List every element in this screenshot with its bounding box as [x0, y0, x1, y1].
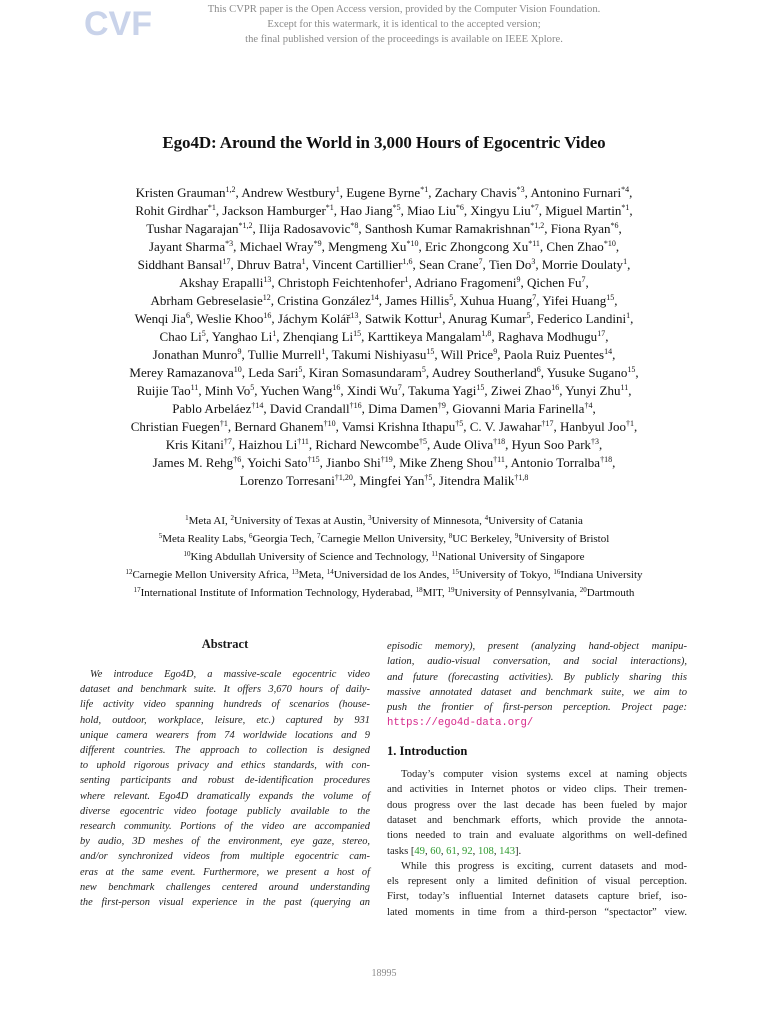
affiliation-number: 11 — [431, 550, 439, 558]
author-line: Akshay Erapalli$^{13}$, Christoph Feichtenhofer$^1$, Adriano Fragomeni$^9$, Qichen Fu$^7$, — [179, 275, 589, 290]
author-affiliation-mark: †16 — [349, 401, 362, 410]
author-name: Yuchen Wang — [260, 383, 333, 398]
affiliation-number: 2 — [230, 514, 235, 522]
author-affiliation-mark: *5 — [392, 203, 401, 212]
author-name: Jitendra Malik — [438, 473, 515, 488]
author-affiliation-mark: †7 — [223, 437, 232, 446]
author-affiliation-mark: 3 — [531, 257, 536, 266]
author-affiliation-mark: 6 — [536, 365, 541, 374]
author-line: Merey Ramazanova$^{10}$, Leda Sari$^5$, Kiran Somasundaram$^5$, Audrey Southerland$^6$, Yusuke Sugano$^{15}$, — [129, 365, 639, 380]
author-name: James M. Rehg — [152, 455, 234, 470]
author-name: Morrie Doulaty — [541, 257, 624, 272]
author-name: Ziwei Zhao — [490, 383, 552, 398]
author-name: Raghava Modhugu — [497, 329, 598, 344]
author-line: Kris Kitani$^{\dagger 7}$, Haizhou Li$^{\dagger 11}$, Richard Newcombe$^{\dagger 5}$, Aude Oliva$^{\dagger 18}$, Hyun Soo Park$^{\dagger 3}$, — [165, 437, 603, 452]
author-name: Qichen Fu — [527, 275, 582, 290]
author-name: Tien Do — [488, 257, 532, 272]
author-affiliation-mark: 1 — [335, 185, 340, 194]
author-affiliation-mark: 13 — [263, 275, 272, 284]
abstract-line: We introduce Ego4D, a massive-scale egocentric video — [90, 669, 370, 680]
affiliation-number: 16 — [553, 568, 561, 576]
author-name: Siddhant Bansal — [137, 257, 223, 272]
abstract-line: hold, outdoor, workplace, leisure, etc.) captured by 931 — [80, 714, 370, 726]
abstract-line: episodic memory), present (analyzing hand-object manipu- — [387, 641, 687, 652]
author-affiliation-mark: 5 — [526, 311, 531, 320]
author-name: Will Price — [440, 347, 494, 362]
affiliation-line: $^{10}$King Abdullah University of Science and Technology, $^{11}$National University of Singapore — [183, 550, 585, 563]
author-affiliation-mark: †18 — [493, 437, 506, 446]
author-affiliation-mark: †10 — [323, 419, 336, 428]
author-affiliation-mark: †1 — [626, 419, 635, 428]
author-name: Xingyu Liu — [470, 203, 531, 218]
author-name: Richard Newcombe — [315, 437, 419, 452]
abstract-line: the first-person visual experience in the past (querying an — [80, 897, 370, 909]
author-name: Mike Zheng Shou — [399, 455, 494, 470]
author-name: Tushar Nagarajan — [146, 221, 239, 236]
abstract-line: to uphold rigorous privacy and ethics standards, with con- — [80, 760, 370, 772]
author-name: Yunyi Zhu — [565, 383, 621, 398]
author-affiliation-mark: 5 — [449, 293, 454, 302]
author-name: Dima Damen — [368, 401, 438, 416]
cvf-logo — [84, 4, 152, 43]
affiliation-number: 17 — [133, 586, 141, 594]
author-line: Kristen Grauman$^{1,2}$, Andrew Westbury$^1$, Eugene Byrne$^{*1}$, Zachary Chavis$^{*3}$, Antonino Furnari$^{*4}$, — [135, 185, 633, 200]
author-name: Christoph Feichtenhofer — [277, 275, 405, 290]
author-name: Chao Li — [159, 329, 202, 344]
author-name: Kiran Somasundaram — [308, 365, 422, 380]
author-line: Ruijie Tao$^{11}$, Minh Vo$^5$, Yuchen Wang$^{16}$, Xindi Wu$^7$, Takuma Yagi$^{15}$, Ziwei Zhao$^{16}$, Yunyi Zhu$^{11}$, — [136, 383, 632, 398]
author-name: Jonathan Munro — [152, 347, 238, 362]
author-list — [40, 184, 728, 490]
affiliation-line: $^{12}$Carnegie Mellon University Africa, $^{13}$Meta, $^{14}$Universidad de los Andes, $^{15}$University of Tokyo, $^{16}$Indiana University — [125, 568, 643, 581]
author-affiliation-mark: 13 — [350, 311, 359, 320]
author-affiliation-mark: †3 — [591, 437, 600, 446]
author-name: Miguel Martin — [545, 203, 622, 218]
introduction-body — [387, 767, 687, 920]
author-affiliation-mark: †15 — [307, 455, 320, 464]
intro-line: First, today’s influential Internet datasets capture brief, iso- — [387, 891, 687, 903]
affiliation-name: International Institute of Information Technology, Hyderabad — [140, 587, 411, 599]
author-name: Yoichi Sato — [247, 455, 308, 470]
affiliation-name: Dartmouth — [586, 587, 635, 599]
author-affiliation-mark: *1,2 — [238, 221, 253, 230]
intro-line: dous progress over the last decade has been fueled by major — [387, 799, 687, 811]
author-line: Wenqi Jia$^6$, Weslie Khoo$^{16}$, Jáchym Kolář$^{13}$, Satwik Kottur$^1$, Anurag Kumar$^5$, Federico Landini$^1$, — [134, 311, 634, 326]
author-affiliation-mark: 14 — [370, 293, 379, 302]
citation-link[interactable]: 49 — [414, 845, 425, 857]
author-name: Lorenzo Torresani — [239, 473, 335, 488]
author-affiliation-mark: *1 — [325, 203, 334, 212]
citation-link[interactable]: 60 — [430, 845, 441, 857]
abstract-line: and/or synchronized videos from multiple egocentric cam- — [80, 851, 370, 863]
citation-link[interactable]: 143 — [499, 845, 516, 857]
abstract-heading: Abstract — [201, 637, 249, 651]
affiliation-number: 4 — [484, 514, 489, 522]
intro-line: els represent only a limited definition of visual perception. — [387, 876, 687, 888]
project-link[interactable]: https://ego4d-data.org/ — [387, 717, 534, 730]
abstract-line: diverse egocentric video footage publicly available to the — [80, 805, 370, 817]
author-name: Takumi Nishiyasu — [331, 347, 427, 362]
affiliation-line: $^1$Meta AI, $^2$University of Texas at Austin, $^3$University of Minnesota, $^4$University of Catania — [185, 514, 583, 527]
author-affiliation-mark: 1 — [272, 329, 277, 338]
author-affiliation-mark: 1 — [321, 347, 326, 356]
author-affiliation-mark: *3 — [225, 239, 234, 248]
author-name: Yusuke Sugano — [546, 365, 628, 380]
author-affiliation-mark: †11 — [297, 437, 309, 446]
author-affiliation-mark: *4 — [621, 185, 630, 194]
author-affiliation-mark: 17 — [597, 329, 606, 338]
author-name: Hanbyul Joo — [559, 419, 627, 434]
author-name: Andrew Westbury — [241, 185, 336, 200]
author-name: Takuma Yagi — [407, 383, 477, 398]
author-affiliation-mark: 15 — [606, 293, 615, 302]
author-affiliation-mark: 7 — [581, 275, 586, 284]
affiliation-name: Georgia Tech — [252, 533, 312, 545]
author-name: Anurag Kumar — [448, 311, 527, 326]
author-affiliation-mark: 5 — [421, 365, 426, 374]
author-affiliation-mark: 16 — [263, 311, 272, 320]
author-name: Mingfei Yan — [359, 473, 425, 488]
intro-text: tasks [ — [387, 845, 415, 857]
author-affiliation-mark: 10 — [233, 365, 242, 374]
author-affiliation-mark: 1,2 — [225, 185, 236, 194]
author-name: Akshay Erapalli — [179, 275, 264, 290]
abstract-line: life activity video spanning hundreds of scenarios (house- — [80, 699, 370, 711]
author-affiliation-mark: *10 — [603, 239, 616, 248]
author-affiliation-mark: *10 — [406, 239, 419, 248]
author-name: Leda Sari — [248, 365, 299, 380]
affiliation-number: 6 — [248, 532, 253, 540]
author-affiliation-mark: 5 — [201, 329, 206, 338]
affiliation-name: Carnegie Mellon University — [320, 533, 444, 545]
author-affiliation-mark: 5 — [250, 383, 255, 392]
svg-text:CVF: CVF — [84, 5, 152, 43]
abstract-body — [80, 667, 370, 910]
author-name: Haizhou Li — [238, 437, 298, 452]
author-name: Wenqi Jia — [134, 311, 186, 326]
author-affiliation-mark: 1 — [623, 257, 628, 266]
paper-title: Ego4D: Around the World in 3,000 Hours of Egocentric Video — [162, 133, 606, 152]
author-affiliation-mark: 5 — [298, 365, 303, 374]
author-name: Vamsi Krishna Ithapu — [341, 419, 456, 434]
author-affiliation-mark: †5 — [455, 419, 464, 428]
author-name: Kris Kitani — [165, 437, 224, 452]
author-name: Rohit Girdhar — [135, 203, 208, 218]
affiliation-name: Universidad de los Andes — [333, 569, 447, 581]
author-name: Dhruv Batra — [237, 257, 302, 272]
author-name: Cristina González — [277, 293, 371, 308]
author-affiliation-mark: 1 — [404, 275, 409, 284]
author-name: Jayant Sharma — [148, 239, 226, 254]
author-name: Eugene Byrne — [346, 185, 421, 200]
author-name: Weslie Khoo — [196, 311, 264, 326]
author-affiliation-mark: 1 — [626, 311, 631, 320]
author-affiliation-mark: *6 — [610, 221, 619, 230]
author-name: Satwik Kottur — [364, 311, 439, 326]
author-affiliation-mark: 11 — [190, 383, 199, 392]
author-affiliation-mark: 1,8 — [481, 329, 492, 338]
author-affiliation-mark: *1 — [621, 203, 630, 212]
affiliation-name: MIT — [422, 587, 442, 599]
author-line: Abrham Gebreselasie$^{12}$, Cristina González$^{14}$, James Hillis$^5$, Xuhua Huang$^7$, Yifei Huang$^{15}$, — [150, 293, 618, 308]
intro-line: tasks [49, 60, 61, 92, 108, 143]. — [387, 845, 522, 857]
affiliation-number: 8 — [448, 532, 453, 540]
watermark-line: the final published version of the proceedings is available on IEEE Xplore. — [245, 34, 563, 45]
abstract-line: senting participants and robust de-identification procedures — [80, 775, 370, 787]
abstract-continued — [387, 639, 687, 715]
author-name: Xindi Wu — [346, 383, 398, 398]
affiliation-name: UC Berkeley — [452, 533, 510, 545]
affiliation-line: $^5$Meta Reality Labs, $^6$Georgia Tech, $^7$Carnegie Mellon University, $^8$UC Berkeley, $^9$University of Bristol — [158, 532, 610, 545]
section-heading-introduction: 1. Introduction — [387, 743, 468, 758]
author-name: Ruijie Tao — [136, 383, 191, 398]
abstract-line: and future (forecasting activities). By publicly sharing this — [387, 671, 687, 683]
abstract-line: lation, audio-visual conversation, and social interactions), — [387, 656, 687, 668]
author-affiliation-mark: 1 — [301, 257, 306, 266]
author-affiliation-mark: †17 — [541, 419, 554, 428]
author-affiliation-mark: 15 — [353, 329, 362, 338]
author-affiliation-mark: 14 — [604, 347, 613, 356]
abstract-line: eras at the same event. Furthermore, we present a host of — [80, 866, 370, 878]
affiliation-number: 19 — [447, 586, 455, 594]
author-name: Ilija Radosavovic — [259, 221, 351, 236]
affiliation-name: Indiana University — [560, 569, 643, 581]
author-name: Zhenqiang Li — [282, 329, 354, 344]
author-affiliation-mark: *9 — [313, 239, 322, 248]
affiliation-number: 3 — [368, 514, 372, 522]
affiliation-name: University of Bristol — [518, 533, 610, 545]
affiliation-name: Carnegie Mellon University Africa — [132, 569, 287, 581]
author-name: Santhosh Kumar Ramakrishnan — [364, 221, 531, 236]
author-name: Jackson Hamburger — [222, 203, 326, 218]
author-name: Karttikeya Mangalam — [367, 329, 482, 344]
author-affiliation-mark: 6 — [185, 311, 190, 320]
author-name: Merey Ramazanova — [129, 365, 234, 380]
author-affiliation-mark: †1,20 — [334, 473, 353, 482]
author-name: Jianbo Shi — [326, 455, 381, 470]
author-name: Eric Zhongcong Xu — [424, 239, 529, 254]
author-affiliation-mark: †18 — [600, 455, 613, 464]
author-name: Hyun Soo Park — [511, 437, 592, 452]
author-affiliation-mark: 11 — [620, 383, 629, 392]
author-name: Fiona Ryan — [550, 221, 611, 236]
watermark-line: Except for this watermark, it is identical to the accepted version; — [267, 19, 541, 30]
author-affiliation-mark: *7 — [530, 203, 539, 212]
author-affiliation-mark: *1 — [420, 185, 429, 194]
intro-text: ]. — [515, 845, 522, 857]
abstract-line: by audio, 3D meshes of the environment, eye gaze, stereo, — [80, 836, 370, 848]
intro-line: Today’s computer vision systems excel at naming objects — [401, 769, 687, 781]
page-number: 18995 — [371, 968, 397, 979]
author-line: James M. Rehg$^{\dagger 6}$, Yoichi Sato$^{\dagger 15}$, Jianbo Shi$^{\dagger 19}$, Mike Zheng Shou$^{\dagger 11}$, Antonio Torralba$^{\dagger 18}$, — [152, 455, 616, 470]
author-name: Yifei Huang — [542, 293, 607, 308]
watermark-line: This CVPR paper is the Open Access version, provided by the Computer Vision Foundation. — [207, 4, 601, 15]
author-name: Paola Ruiz Puentes — [503, 347, 605, 362]
affiliation-name: University of Pennsylvania — [454, 587, 575, 599]
author-affiliation-mark: 16 — [551, 383, 560, 392]
affiliation-name: University of Catania — [488, 515, 583, 527]
author-name: Antonio Torralba — [510, 455, 601, 470]
author-name: Audrey Southerland — [431, 365, 537, 380]
author-affiliation-mark: *11 — [528, 239, 540, 248]
author-affiliation-mark: 16 — [332, 383, 341, 392]
author-name: Giovanni Maria Farinella — [452, 401, 585, 416]
affiliation-number: 9 — [514, 532, 519, 540]
author-affiliation-mark: 17 — [222, 257, 231, 266]
affiliation-number: 1 — [185, 514, 189, 522]
author-name: Xuhua Huang — [459, 293, 533, 308]
author-affiliation-mark: †1,8 — [514, 473, 529, 482]
author-name: Sean Crane — [418, 257, 479, 272]
author-name: Chen Zhao — [546, 239, 604, 254]
author-line: Rohit Girdhar$^{*1}$, Jackson Hamburger$^{*1}$, Hao Jiang$^{*5}$, Miao Liu$^{*6}$, Xingyu Liu$^{*7}$, Miguel Martin$^{*1}$, — [135, 203, 633, 218]
author-name: Bernard Ghanem — [234, 419, 324, 434]
affiliation-number: 18 — [415, 586, 423, 594]
author-affiliation-mark: †4 — [584, 401, 593, 410]
author-affiliation-mark: *3 — [516, 185, 525, 194]
author-line: Chao Li$^5$, Yanghao Li$^1$, Zhenqiang Li$^{15}$, Karttikeya Mangalam$^{1,8}$, Raghava Modhugu$^{17}$, — [159, 329, 609, 344]
intro-line: tions needed to train and evaluate algorithms on well-defined — [387, 830, 687, 842]
abstract-line: research community. Portions of the video are accompanied — [80, 821, 370, 833]
author-name: Antonino Furnari — [530, 185, 622, 200]
citation-link[interactable]: 108 — [477, 845, 494, 857]
watermark-banner — [150, 2, 658, 47]
author-line: Jonathan Munro$^9$, Tullie Murrell$^1$, Takumi Nishiyasu$^{15}$, Will Price$^9$, Paola Ruiz Puentes$^{14}$, — [152, 347, 616, 362]
author-name: Federico Landini — [536, 311, 627, 326]
abstract-line: dataset and benchmark suite. It offers 3,670 hours of daily- — [80, 684, 370, 696]
author-affiliation-mark: 12 — [262, 293, 271, 302]
author-name: James Hillis — [385, 293, 450, 308]
author-affiliation-mark: †19 — [380, 455, 393, 464]
author-affiliation-mark: †1 — [219, 419, 228, 428]
author-affiliation-mark: †9 — [437, 401, 446, 410]
affiliation-number: 10 — [183, 550, 191, 558]
affiliation-number: 15 — [451, 568, 459, 576]
author-name: Jáchym Kolář — [277, 311, 351, 326]
author-affiliation-mark: †14 — [251, 401, 264, 410]
author-affiliation-mark: *6 — [455, 203, 464, 212]
author-affiliation-mark: 15 — [476, 383, 485, 392]
author-affiliation-mark: †5 — [419, 437, 427, 446]
citation-link[interactable]: 92 — [462, 845, 473, 857]
author-name: Michael Wray — [239, 239, 314, 254]
affiliation-name: Meta — [298, 569, 322, 581]
author-name: Aude Oliva — [432, 437, 494, 452]
author-line: Lorenzo Torresani$^{\dagger 1,20}$, Mingfei Yan$^{\dagger 5}$, Jitendra Malik$^{\dagger 1,8}$ — [239, 473, 529, 488]
author-name: Pablo Arbeláez — [172, 401, 252, 416]
abstract-line: new benchmark challenges centered around understanding — [80, 881, 370, 893]
affiliation-line: $^{17}$International Institute of Information Technology, Hyderabad, $^{18}$MIT, $^{19}$University of Pennsylvania, $^{20}$Dartmouth — [133, 586, 635, 599]
author-line: Christian Fuegen$^{\dagger 1}$, Bernard Ghanem$^{\dagger 10}$, Vamsi Krishna Ithapu$^{\dagger 5}$, C. V. Jawahar$^{\dagger 17}$, Hanbyul Joo$^{\dagger 1}$, — [130, 419, 638, 434]
affiliation-name: King Abdullah University of Science and Technology — [190, 551, 426, 563]
author-affiliation-mark: †6 — [233, 455, 242, 464]
author-name: Minh Vo — [204, 383, 251, 398]
author-name: Adriano Fragomeni — [414, 275, 517, 290]
citation-link[interactable]: 61 — [446, 845, 457, 857]
affiliation-number: 13 — [291, 568, 299, 576]
author-name: Zachary Chavis — [434, 185, 517, 200]
author-name: Tullie Murrell — [247, 347, 322, 362]
author-line: Tushar Nagarajan$^{*1,2}$, Ilija Radosavovic$^{*8}$, Santhosh Kumar Ramakrishnan$^{*1,2}$, Fiona Ryan$^{*6}$, — [146, 221, 622, 236]
author-affiliation-mark: 15 — [627, 365, 636, 374]
author-name: C. V. Jawahar — [469, 419, 542, 434]
author-name: David Crandall — [269, 401, 350, 416]
abstract-line: push the frontier of first-person perception. Project page: — [387, 702, 687, 714]
affiliation-number: 5 — [158, 532, 163, 540]
affiliation-name: Meta AI — [188, 515, 226, 527]
affiliation-list — [40, 512, 728, 602]
affiliation-name: Meta Reality Labs — [162, 533, 244, 545]
author-affiliation-mark: 1 — [438, 311, 443, 320]
intro-line: and activities in Internet photos or video clips. Their tremen- — [387, 784, 687, 796]
author-affiliation-mark: 9 — [516, 275, 521, 284]
author-affiliation-mark: *1,2 — [530, 221, 545, 230]
affiliation-number: 14 — [326, 568, 334, 576]
author-affiliation-mark: 7 — [532, 293, 537, 302]
abstract-line: massive annotated dataset and benchmark suite, we aim to — [387, 686, 687, 698]
author-affiliation-mark: 9 — [237, 347, 242, 356]
abstract-line: different countries. The approach to collection is designed — [80, 745, 370, 757]
affiliation-number: 20 — [579, 586, 587, 594]
author-affiliation-mark: 7 — [478, 257, 483, 266]
intro-line: dataset and benchmark efforts, which provide the annota- — [387, 814, 687, 826]
author-name: Vincent Cartillier — [311, 257, 403, 272]
author-name: Hao Jiang — [340, 203, 393, 218]
author-affiliation-mark: 1,6 — [402, 257, 413, 266]
author-line: Pablo Arbeláez$^{\dagger 14}$, David Crandall$^{\dagger 16}$, Dima Damen$^{\dagger 9}$, Giovanni Maria Farinella$^{\dagger 4}$, — [172, 401, 596, 416]
affiliation-number: 12 — [125, 568, 133, 576]
author-affiliation-mark: 9 — [493, 347, 498, 356]
author-name: Kristen Grauman — [135, 185, 226, 200]
affiliation-number: 7 — [316, 532, 321, 540]
intro-line: lated moments in time from a third-person “spectactor” view. — [387, 906, 687, 918]
author-name: Mengmeng Xu — [328, 239, 407, 254]
author-affiliation-mark: 7 — [397, 383, 402, 392]
author-name: Abrham Gebreselasie — [150, 293, 263, 308]
author-affiliation-mark: *8 — [350, 221, 359, 230]
affiliation-name: University of Minnesota — [371, 515, 480, 527]
affiliation-name: University of Texas at Austin — [234, 515, 363, 527]
author-affiliation-mark: *1 — [207, 203, 216, 212]
affiliation-name: University of Tokyo — [458, 569, 548, 581]
abstract-line: where relevant. Ego4D dramatically expands the volume of — [80, 790, 370, 802]
author-affiliation-mark: 15 — [426, 347, 435, 356]
author-name: Christian Fuegen — [130, 419, 220, 434]
intro-line: While this progress is exciting, current datasets and mod- — [401, 860, 687, 872]
author-affiliation-mark: †5 — [424, 473, 433, 482]
right-column — [387, 639, 687, 920]
author-line: Jayant Sharma$^{*3}$, Michael Wray$^{*9}$, Mengmeng Xu$^{*10}$, Eric Zhongcong Xu$^{*11}$, Chen Zhao$^{*10}$, — [148, 239, 620, 254]
author-name: Miao Liu — [407, 203, 456, 218]
author-name: Yanghao Li — [211, 329, 273, 344]
author-affiliation-mark: †11 — [493, 455, 505, 464]
affiliation-name: National University of Singapore — [438, 551, 585, 563]
author-line: Siddhant Bansal$^{17}$, Dhruv Batra$^1$, Vincent Cartillier$^{1,6}$, Sean Crane$^7$, Tien Do$^3$, Morrie Doulaty$^1$, — [137, 257, 631, 272]
abstract-line: unique camera wearers from 74 worldwide locations and 9 — [80, 729, 370, 741]
